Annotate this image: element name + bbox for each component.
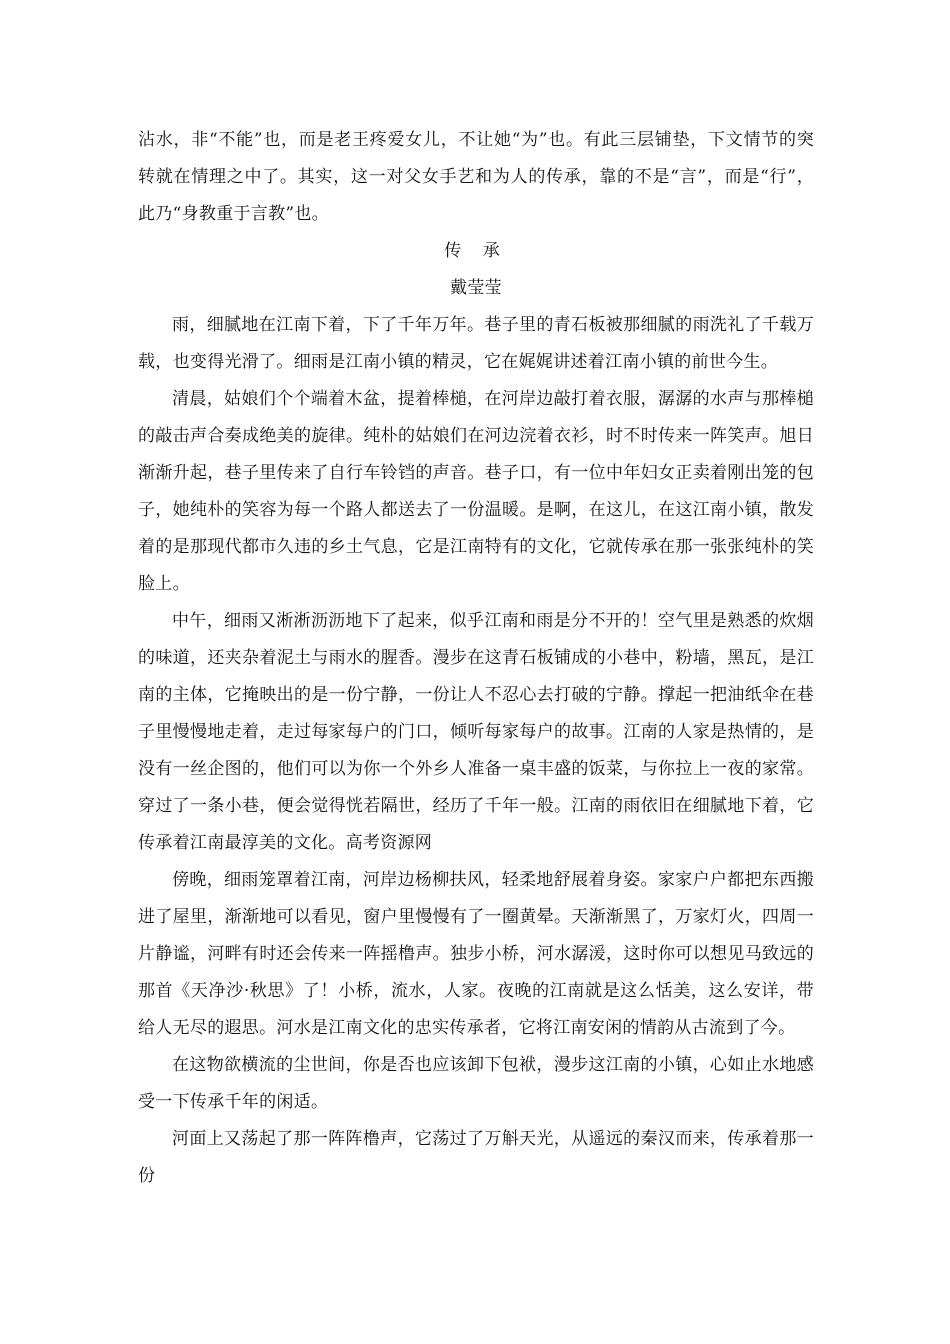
intro-paragraph: 沾水，非“不能”也，而是老王疼爱女儿，不让她“为”也。有此三层铺垫，下文情节的突转就在情理之中了。其实，这一对父女手艺和为人的传承，靠的不是“言”，而是“行”，此乃“身教重于言教”也。 bbox=[138, 130, 814, 224]
essay-paragraph: 在这物欲横流的尘世间，你是否也应该卸下包袱，漫步这江南的小镇，心如止水地感受一下传承千年的闲适。 bbox=[138, 1055, 814, 1112]
essay-paragraph: 清晨，姑娘们个个端着木盆，提着棒槌，在河岸边敲打着衣服，潺潺的水声与那棒槌的敲击声合奏成绝美的旋律。纯朴的姑娘们在河边浣着衣衫，时不时传来一阵笑声。旭日渐渐升起，巷子里传来了自行车铃铛的声音。巷子口，有一位中年妇女正卖着刚出笼的包子，她纯朴的笑容为每一个路人都送去了一份温暖。是啊，在这儿，在这江南小镇，散发着的是那现代都市久违的乡土气息，它是江南特有的文化，它就传承在那一张张纯朴的笑脸上。 bbox=[138, 389, 814, 594]
essay-paragraph: 傍晚，细雨笼罩着江南，河岸边杨柳扶风，轻柔地舒展着身姿。家家户户都把东西搬进了屋里，渐渐地可以看见，窗户里慢慢有了一圈黄晕。天渐渐黑了，万家灯火，四周一片静谧，河畔有时还会传来一阵摇橹声。独步小桥，河水潺湲，这时你可以想见马致远的那首《天净沙·秋思》了！小桥，流水，人家。夜晚的江南就是这么恬美，这么安详，带给人无尽的遐思。河水是江南文化的忠实传承者，它将江南安闲的情韵从古流到了今。 bbox=[138, 870, 814, 1038]
essay-title: 传 承 bbox=[444, 241, 508, 261]
essay-paragraph: 雨，细腻地在江南下着，下了千年万年。巷子里的青石板被那细腻的雨洗礼了千载万载，也变得光滑了。细雨是江南小镇的精灵，它在娓娓讲述着江南小镇的前世今生。 bbox=[138, 315, 814, 372]
document-body bbox=[138, 122, 814, 1195]
essay-paragraph: 中午，细雨又淅淅沥沥地下了起来，似乎江南和雨是分不开的！空气里是熟悉的炊烟的味道，还夹杂着泥土与雨水的腥香。漫步在这青石板铺成的小巷中，粉墙，黑瓦，是江南的主体，它掩映出的是一份宁静，一份让人不忍心去打破的宁静。撑起一把油纸伞在巷子里慢慢地走着，走过每家每户的门口，倾听每家每户的故事。江南的人家是热情的，是没有一丝企图的，他们可以为你一个外乡人准备一桌丰盛的饭菜，与你拉上一夜的家常。穿过了一条小巷，便会觉得恍若隔世，经历了千年一般。江南的雨依旧在细腻地下着，它传承着江南最淳美的文化。高考资源网 bbox=[138, 611, 814, 853]
essay-author: 戴莹莹 bbox=[450, 278, 502, 298]
essay-paragraph: 河面上又荡起了那一阵阵橹声，它荡过了万斛天光，从遥远的秦汉而来，传承着那一份 bbox=[138, 1129, 814, 1186]
